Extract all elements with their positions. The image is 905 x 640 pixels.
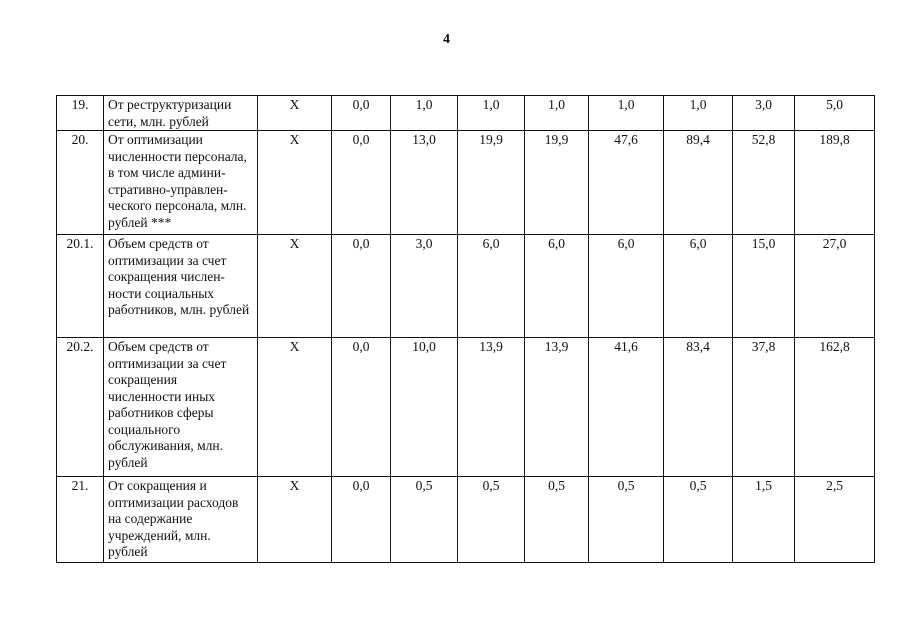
- value-cell: 1,0: [458, 96, 525, 131]
- value-cell: 0,0: [332, 96, 391, 131]
- value-cell: 47,6: [589, 131, 664, 235]
- value-cell: X: [258, 131, 332, 235]
- value-cell: 0,0: [332, 477, 391, 563]
- value-cell: 6,0: [458, 235, 525, 338]
- value-cell: 13,0: [391, 131, 458, 235]
- row-description: Объем средств от оптимизации за счет сокращения численности иных работников сферы социального обслуживания, млн. рублей: [104, 338, 258, 477]
- value-cell: X: [258, 96, 332, 131]
- value-cell: 13,9: [525, 338, 589, 477]
- value-cell: 0,5: [589, 477, 664, 563]
- value-cell: 0,0: [332, 131, 391, 235]
- value-cell: X: [258, 338, 332, 477]
- table-row: [57, 477, 875, 563]
- row-description: От реструктуризации сети, млн. рублей: [104, 96, 258, 131]
- value-cell: 27,0: [795, 235, 875, 338]
- table-row: [57, 338, 875, 477]
- value-cell: 0,0: [332, 235, 391, 338]
- data-table: [56, 95, 875, 563]
- row-description: От сокращения и оптимизации расходов на содержание учреждений, млн. рублей: [104, 477, 258, 563]
- value-cell: 0,5: [525, 477, 589, 563]
- table-row: [57, 131, 875, 235]
- value-cell: 19,9: [525, 131, 589, 235]
- value-cell: 162,8: [795, 338, 875, 477]
- value-cell: 37,8: [733, 338, 795, 477]
- value-cell: 13,9: [458, 338, 525, 477]
- page-number: 4: [443, 32, 450, 47]
- row-description: Объем средств от оптимизации за счет сокращения числен-ности социальных работников, млн. рублей: [104, 235, 258, 338]
- value-cell: 189,8: [795, 131, 875, 235]
- value-cell: 10,0: [391, 338, 458, 477]
- value-cell: 52,8: [733, 131, 795, 235]
- value-cell: 89,4: [664, 131, 733, 235]
- value-cell: 15,0: [733, 235, 795, 338]
- value-cell: 1,0: [664, 96, 733, 131]
- value-cell: 1,0: [525, 96, 589, 131]
- value-cell: X: [258, 477, 332, 563]
- row-description: От оптимизации численности персонала, в том числе админи-стративно-управлен-ческого персонала, млн. рублей ***: [104, 131, 258, 235]
- value-cell: 0,5: [664, 477, 733, 563]
- value-cell: 0,0: [332, 338, 391, 477]
- row-number: 20.: [57, 131, 104, 235]
- value-cell: 83,4: [664, 338, 733, 477]
- value-cell: 6,0: [664, 235, 733, 338]
- row-number: 20.2.: [57, 338, 104, 477]
- value-cell: 1,0: [391, 96, 458, 131]
- table-row: [57, 96, 875, 131]
- value-cell: 5,0: [795, 96, 875, 131]
- value-cell: 6,0: [589, 235, 664, 338]
- value-cell: 41,6: [589, 338, 664, 477]
- value-cell: X: [258, 235, 332, 338]
- value-cell: 2,5: [795, 477, 875, 563]
- value-cell: 19,9: [458, 131, 525, 235]
- value-cell: 0,5: [458, 477, 525, 563]
- row-number: 19.: [57, 96, 104, 131]
- row-number: 20.1.: [57, 235, 104, 338]
- value-cell: 0,5: [391, 477, 458, 563]
- value-cell: 1,0: [589, 96, 664, 131]
- value-cell: 6,0: [525, 235, 589, 338]
- row-number: 21.: [57, 477, 104, 563]
- table-row: [57, 235, 875, 338]
- value-cell: 3,0: [733, 96, 795, 131]
- value-cell: 3,0: [391, 235, 458, 338]
- value-cell: 1,5: [733, 477, 795, 563]
